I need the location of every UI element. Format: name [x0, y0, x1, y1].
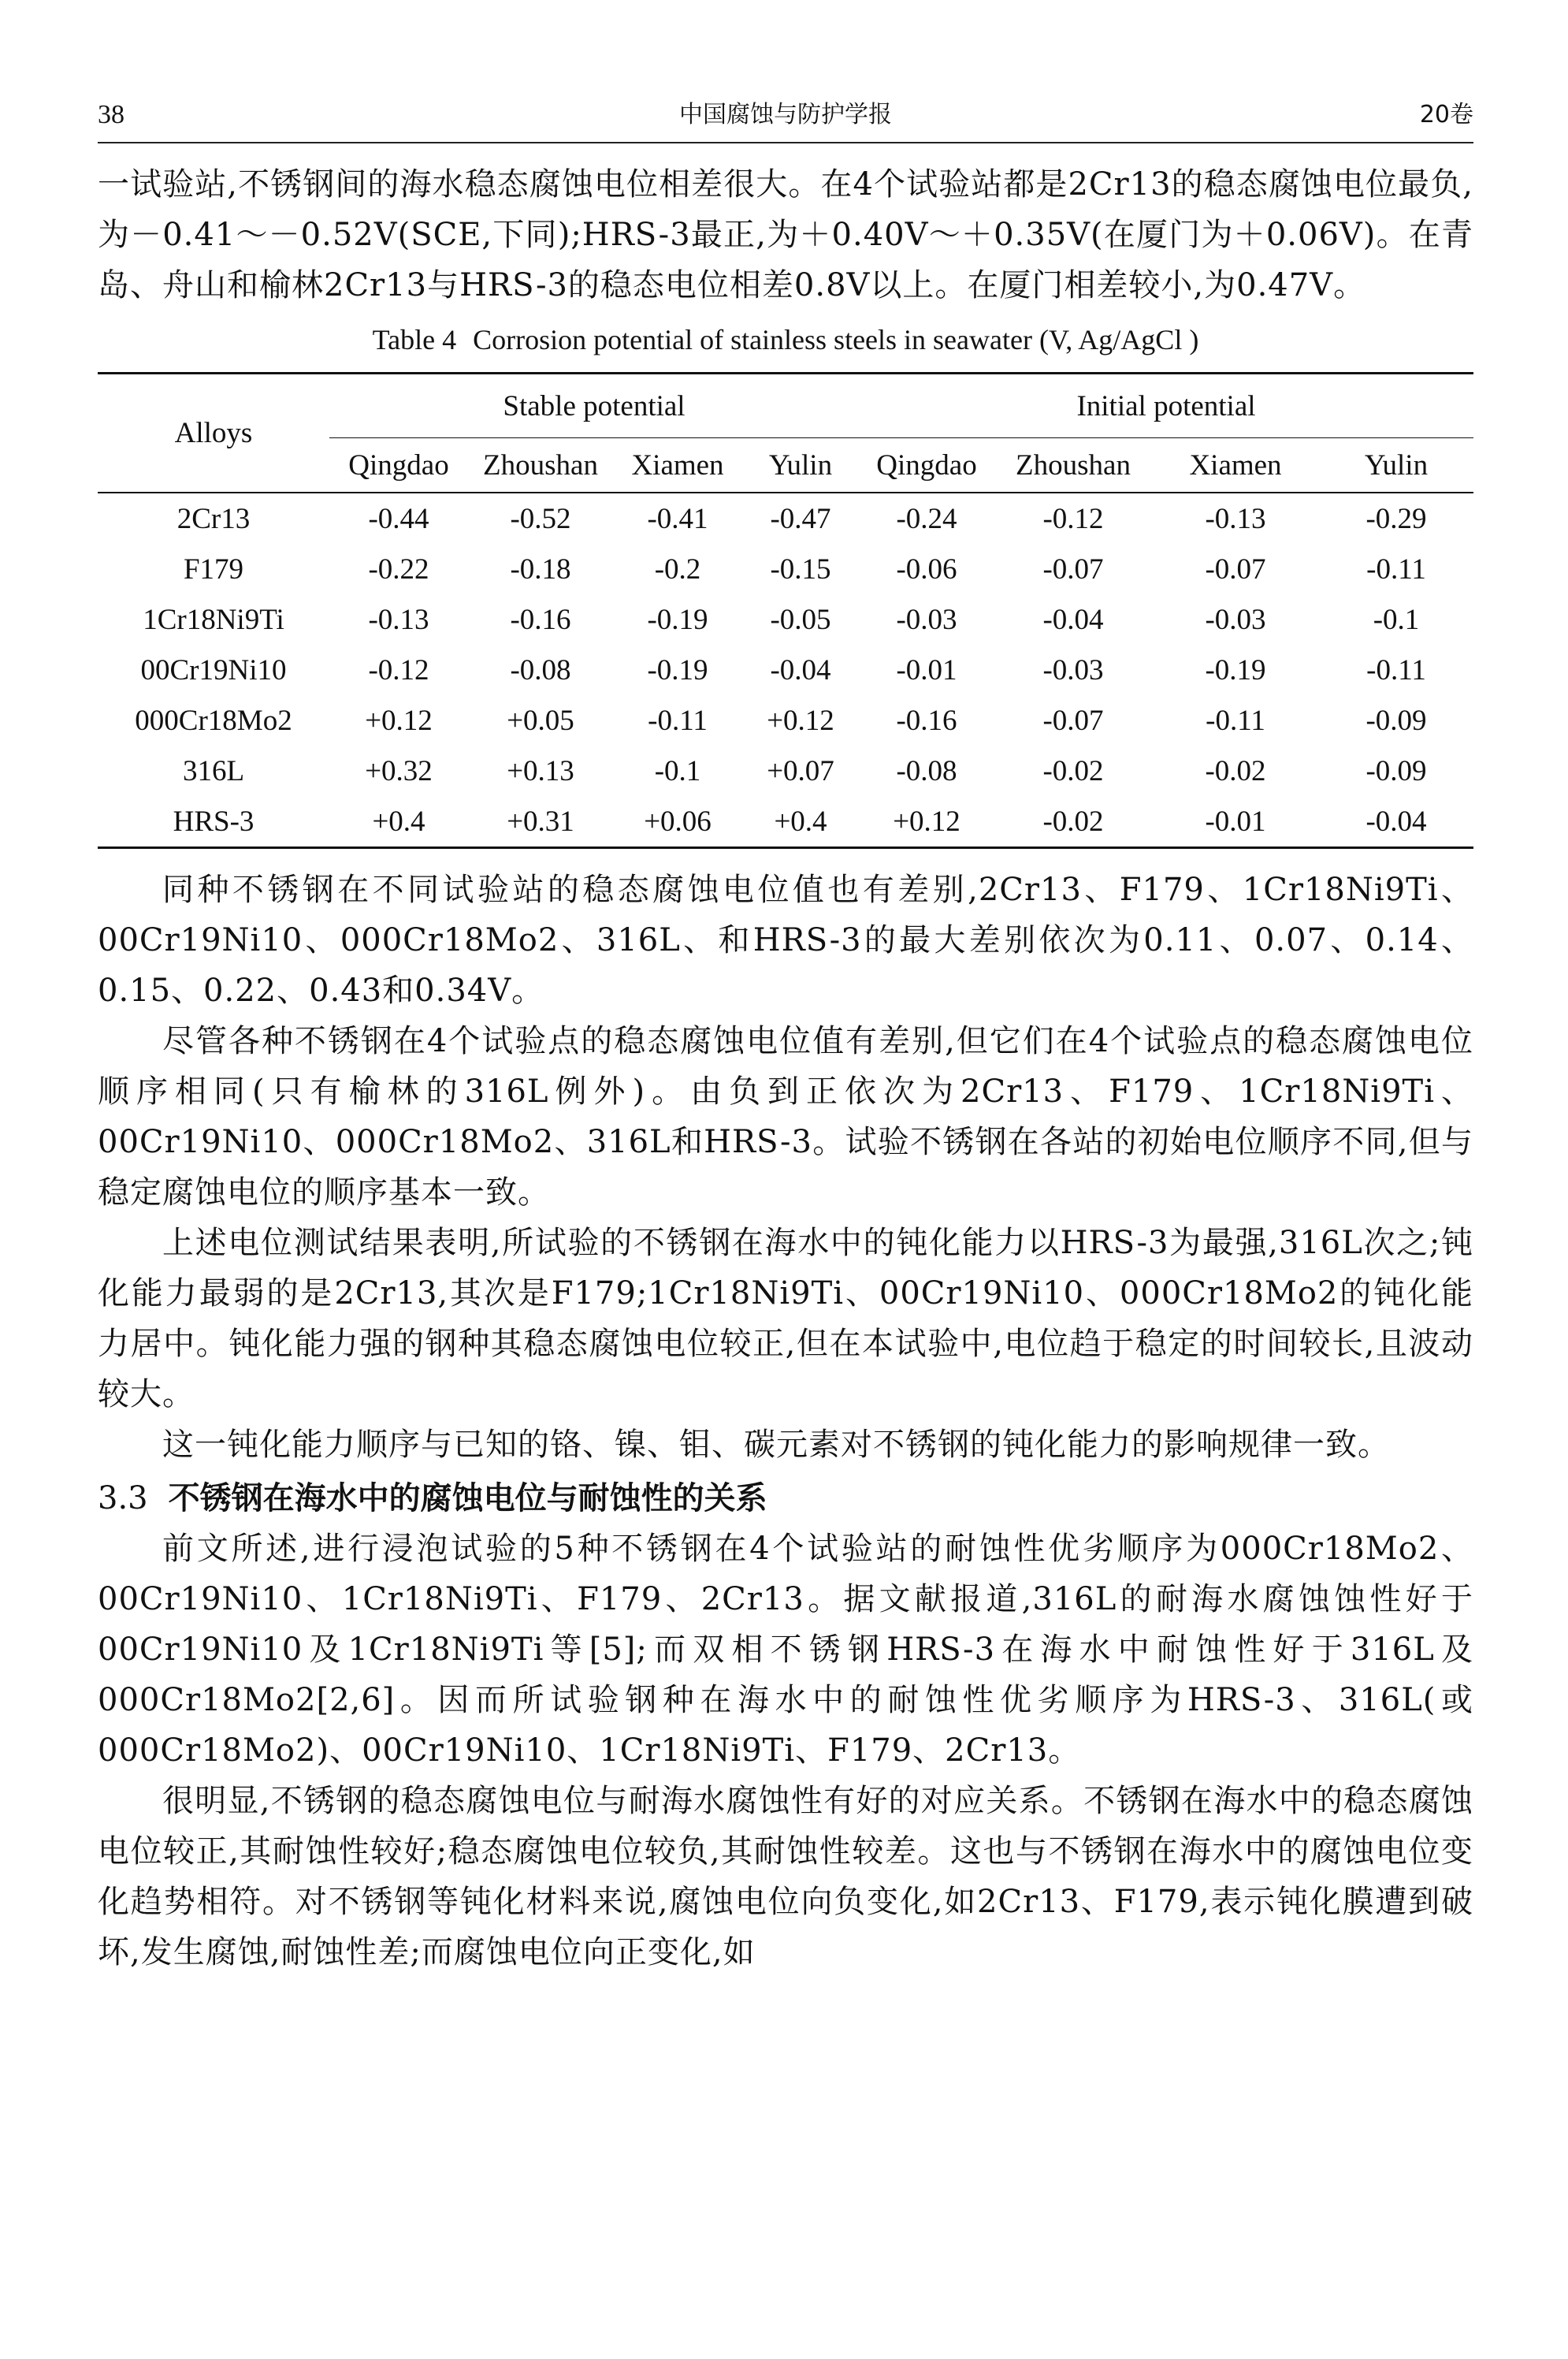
- site-header: Zhoushan: [994, 438, 1152, 493]
- potential-cell: -0.08: [896, 754, 957, 787]
- potential-cell: -0.04: [1319, 796, 1473, 848]
- potential-cell: -0.02: [994, 796, 1152, 848]
- table-row: [98, 544, 1473, 594]
- potential-cell: -0.19: [647, 603, 708, 636]
- potential-cell: -0.18: [510, 553, 571, 586]
- potential-cell: -0.22: [368, 553, 429, 586]
- initial-potential-header: Initial potential: [859, 374, 1473, 438]
- potential-cell: -0.07: [1042, 704, 1104, 737]
- potential-cell: +0.12: [859, 796, 994, 848]
- site-header: Xiamen: [1152, 438, 1319, 493]
- section-paragraph: 很明显,不锈钢的稳态腐蚀电位与耐海水腐蚀性有好的对应关系。不锈钢在海水中的稳态腐蚀电位较正,其耐蚀性较好;稳态腐蚀电位较负,其耐蚀性较差。这也与不锈钢在海水中的腐蚀电位变化趋势相符。对不锈钢等钝化材料来说,腐蚀电位向负变化,如2Cr13、F179,表示钝化膜遭到破坏,发生腐蚀,耐蚀性差;而腐蚀电位向正变化,如: [98, 1783, 1473, 1970]
- potential-cell: +0.32: [365, 754, 433, 787]
- alloy-cell: HRS-3: [98, 796, 329, 848]
- site-header: Yulin: [1319, 438, 1473, 493]
- potential-cell: -0.13: [1205, 502, 1266, 535]
- site-header: Zhoushan: [468, 438, 613, 493]
- potential-cell: -0.08: [510, 653, 571, 686]
- table-row: [98, 746, 1473, 796]
- potential-cell: -0.24: [896, 502, 957, 535]
- potential-cell: +0.06: [613, 796, 742, 848]
- journal-title: 中国腐蚀与防护学报: [679, 101, 892, 128]
- potential-cell: -0.1: [1373, 603, 1420, 636]
- potential-cell: -0.07: [1042, 553, 1104, 586]
- potential-cell: -0.11: [1206, 704, 1265, 737]
- potential-cell: -0.12: [1042, 502, 1104, 535]
- site-header: Qingdao: [329, 438, 468, 493]
- table-caption-label: Table 4: [372, 324, 457, 355]
- potential-cell: -0.19: [647, 653, 708, 686]
- intro-paragraph: 一试验站,不锈钢间的海水稳态腐蚀电位相差很大。在4个试验站都是2Cr13的稳态腐蚀电位最负,为－0.41～－0.52V(SCE,下同);HRS-3最正,为＋0.40V～＋0.35V(在厦门为＋0.06V)。在青岛、舟山和榆林2Cr13与HRS-3的稳态电位相差0.8V以上。在厦门相差较小,为0.47V。: [98, 166, 1473, 303]
- site-header: Yulin: [742, 438, 859, 493]
- potential-cell: +0.12: [365, 704, 433, 737]
- potential-cell: -0.15: [770, 553, 831, 586]
- journal-page: [98, 96, 1473, 1978]
- potential-cell: -0.44: [368, 502, 429, 535]
- alloy-cell: 1Cr18Ni9Ti: [143, 603, 284, 636]
- potential-cell: -0.01: [1152, 796, 1319, 848]
- potential-cell: -0.05: [770, 603, 831, 636]
- alloys-header: Alloys: [98, 374, 329, 493]
- potential-cell: -0.29: [1365, 502, 1427, 535]
- potential-cell: +0.31: [468, 796, 613, 848]
- body-paragraph: 上述电位测试结果表明,所试验的不锈钢在海水中的钝化能力以HRS-3为最强,316L次之;钝化能力最弱的是2Cr13,其次是F179;1Cr18Ni9Ti、00Cr19Ni10、000Cr18Mo2的钝化能力居中。钝化能力强的钢种其稳态腐蚀电位较正,但在本试验中,电位趋于稳定的时间较长,且波动较大。: [98, 1225, 1473, 1412]
- potential-cell: -0.16: [510, 603, 571, 636]
- potential-cell: +0.13: [507, 754, 574, 787]
- alloy-cell: 2Cr13: [176, 502, 251, 535]
- potential-cell: -0.11: [648, 704, 708, 737]
- section-heading: [98, 1473, 1473, 1524]
- potential-cell: -0.01: [896, 653, 957, 686]
- alloy-cell: 00Cr19Ni10: [140, 653, 287, 686]
- alloy-cell: F179: [183, 553, 244, 586]
- potential-cell: -0.09: [1365, 704, 1427, 737]
- running-header: [98, 96, 1473, 143]
- potential-cell: -0.03: [896, 603, 957, 636]
- potential-cell: -0.03: [1205, 603, 1266, 636]
- table-body: [98, 493, 1473, 848]
- potential-cell: -0.16: [896, 704, 957, 737]
- potential-cell: -0.02: [1042, 754, 1104, 787]
- table-caption: [98, 320, 1473, 359]
- potential-cell: -0.04: [770, 653, 831, 686]
- potential-cell: -0.03: [1042, 653, 1104, 686]
- table-row: [98, 594, 1473, 645]
- section-number: 3.3: [98, 1480, 148, 1516]
- table-row: [98, 695, 1473, 746]
- alloy-cell: 316L: [182, 754, 245, 787]
- table-row: [98, 796, 1473, 848]
- body-paragraph: 同种不锈钢在不同试验站的稳态腐蚀电位值也有差别,2Cr13、F179、1Cr18Ni9Ti、00Cr19Ni10、000Cr18Mo2、316L、和HRS-3的最大差别依次为0.11、0.07、0.14、0.15、0.22、0.43和0.34V。: [98, 872, 1473, 1009]
- site-header: Xiamen: [613, 438, 742, 493]
- table-caption-text: Corrosion potential of stainless steels in seawater (V, Ag/AgCl ): [473, 324, 1199, 355]
- potential-cell: -0.52: [510, 502, 571, 535]
- section-paragraph: 前文所述,进行浸泡试验的5种不锈钢在4个试验站的耐蚀性优劣顺序为000Cr18Mo2、00Cr19Ni10、1Cr18Ni9Ti、F179、2Cr13。据文献报道,316L的耐海水腐蚀蚀性好于00Cr19Ni10及1Cr18Ni9Ti等[5];而双相不锈钢HRS-3在海水中耐蚀性好于316L及000Cr18Mo2[2,6]。因而所试验钢种在海水中的耐蚀性优劣顺序为HRS-3、316L(或000Cr18Mo2)、00Cr19Ni10、1Cr18Ni9Ti、F179、2Cr13。: [98, 1531, 1473, 1769]
- potential-cell: -0.04: [1042, 603, 1104, 636]
- potential-cell: -0.1: [654, 754, 701, 787]
- potential-cell: -0.19: [1205, 653, 1266, 686]
- potential-cell: -0.02: [1205, 754, 1266, 787]
- potential-cell: +0.12: [767, 704, 834, 737]
- potential-cell: +0.4: [742, 796, 859, 848]
- table-row: [98, 493, 1473, 544]
- potential-cell: -0.11: [1366, 553, 1426, 586]
- site-header: Qingdao: [859, 438, 994, 493]
- section-title: 不锈钢在海水中的腐蚀电位与耐蚀性的关系: [168, 1480, 767, 1516]
- potential-cell: +0.4: [329, 796, 468, 848]
- alloy-cell: 000Cr18Mo2: [135, 704, 292, 737]
- potential-cell: -0.47: [770, 502, 831, 535]
- potential-cell: -0.13: [368, 603, 429, 636]
- potential-cell: -0.12: [368, 653, 429, 686]
- potential-cell: -0.2: [654, 553, 701, 586]
- corrosion-potential-table: [98, 372, 1473, 849]
- potential-cell: -0.09: [1365, 754, 1427, 787]
- table-row: [98, 645, 1473, 695]
- potential-cell: +0.07: [767, 754, 834, 787]
- volume-label: 20卷: [1419, 101, 1473, 128]
- potential-cell: -0.07: [1205, 553, 1266, 586]
- potential-cell: -0.11: [1366, 653, 1426, 686]
- body-paragraph: 这一钝化能力顺序与已知的铬、镍、钼、碳元素对不锈钢的钝化能力的影响规律一致。: [162, 1427, 1390, 1463]
- potential-cell: +0.05: [507, 704, 574, 737]
- body-paragraph: 尽管各种不锈钢在4个试验点的稳态腐蚀电位值有差别,但它们在4个试验点的稳态腐蚀电位顺序相同(只有榆林的316L例外)。由负到正依次为2Cr13、F179、1Cr18Ni9Ti、00Cr19Ni10、000Cr18Mo2、316L和HRS-3。试验不锈钢在各站的初始电位顺序不同,但与稳定腐蚀电位的顺序基本一致。: [98, 1023, 1473, 1211]
- potential-cell: -0.41: [647, 502, 708, 535]
- page-number: 38: [98, 100, 124, 129]
- stable-potential-header: Stable potential: [329, 374, 859, 438]
- potential-cell: -0.06: [896, 553, 957, 586]
